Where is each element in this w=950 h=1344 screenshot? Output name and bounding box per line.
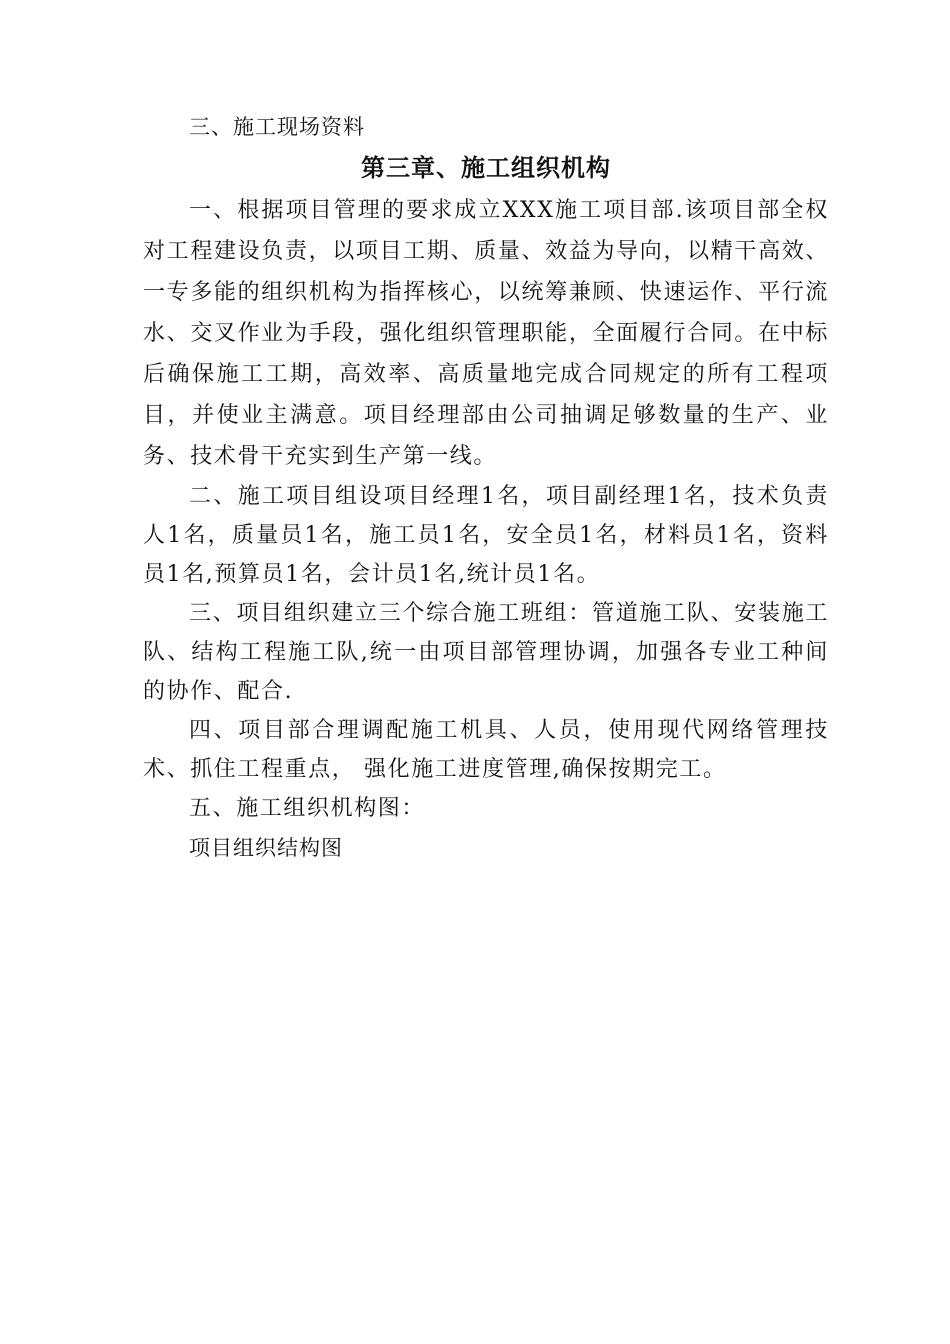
- paragraph-3: 三、项目组织建立三个综合施工班组：管道施工队、安装施工队、结构工程施工队,统一由项目部管理协调，加强各专业工种间的协作、配合.: [143, 601, 829, 704]
- document-body: [143, 108, 829, 868]
- paragraph-4: 四、项目部合理调配施工机具、人员，使用现代网络管理技术、抓住工程重点， 强化施工进度管理,确保按期完工。: [143, 718, 829, 782]
- paragraph-5: 五、施工组织机构图：: [189, 796, 426, 821]
- paragraph-2: 二、施工项目组设项目经理1名，项目副经理1名，技术负责人1名，质量员1名，施工员1名，安全员1名，材料员1名，资料员1名,预算员1名，会计员1名,统计员1名。: [143, 484, 829, 587]
- chapter-title: 第三章、施工组织机构: [361, 153, 611, 182]
- paragraph-1: 一、根据项目管理的要求成立XXX施工项目部.该项目部全权对工程建设负责，以项目工期、质量、效益为导向，以精干高效、一专多能的组织机构为指挥核心，以统筹兼顾、快速运作、平行流水、交叉作业为手段，强化组织管理职能，全面履行合同。在中标后确保施工工期，高效率、高质量地完成合同规定的所有工程项目，并使业主满意。项目经理部由公司抽调足够数量的生产、业务、技术骨干充实到生产第一线。: [143, 198, 829, 469]
- section-heading: 三、施工现场资料: [189, 115, 365, 139]
- figure-caption: 项目组织结构图: [189, 836, 343, 860]
